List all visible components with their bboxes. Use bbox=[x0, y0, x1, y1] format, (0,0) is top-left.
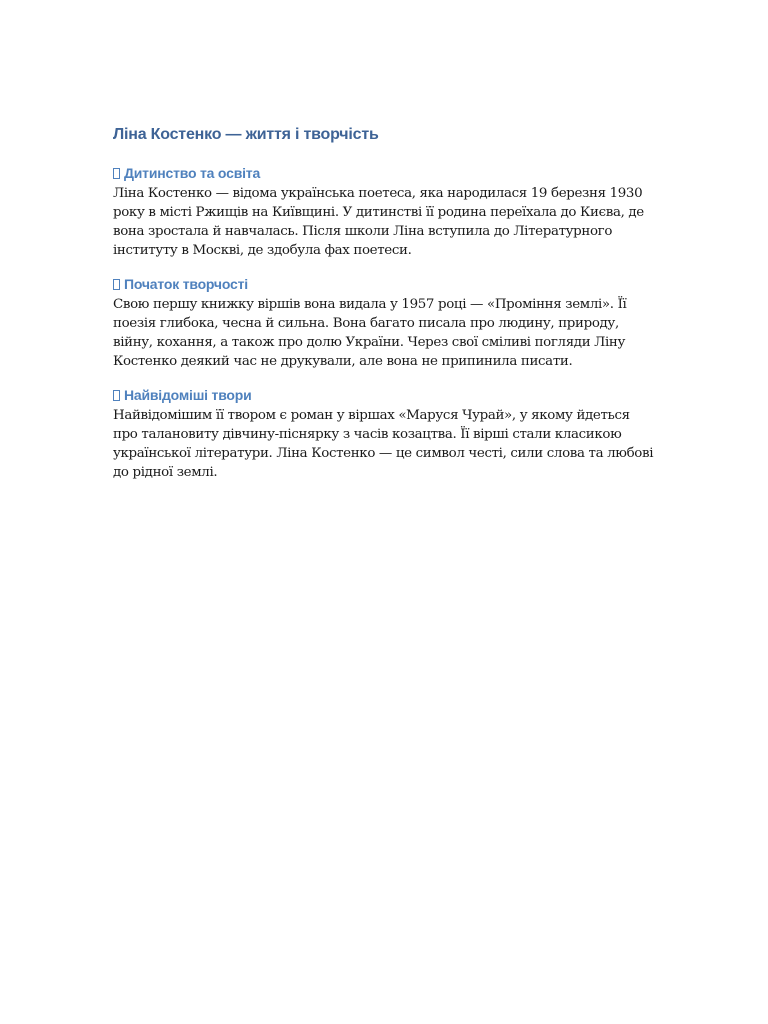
section-heading-text: Початок творчості bbox=[124, 276, 248, 292]
section-body: Ліна Костенко — відома українська поетеса, яка народилася 19 березня 1930 року в місті Ржищів на Київщині. У дитинстві її родина переїхала до Києва, де вона зростала й навчалась. Після школи Ліна вступила до Літературного інституту в Москві, де здобула фах поетеси. bbox=[113, 186, 644, 258]
section-heading bbox=[113, 274, 658, 294]
document-page bbox=[113, 124, 658, 496]
section-body: Свою першу книжку віршів вона видала у 1957 році — «Проміння землі». Її поезія глибока, чесна й сильна. Вона багато писала про людину, природу, війну, кохання, а також про долю України. Через свої сміливі погляди Ліну Костенко деякий час не друкували, але вона не припинила писати. bbox=[113, 297, 627, 369]
missing-glyph-icon bbox=[113, 168, 120, 179]
section-body: Найвідомішим її твором є роман у віршах «Маруся Чурай», у якому йдеться про талановиту дівчину-піснярку з часів козацтва. Її вірші стали класикою української літератури. Ліна Костенко — це символ честі, сили слова та любові до рідної землі. bbox=[113, 408, 654, 480]
missing-glyph-icon bbox=[113, 279, 120, 290]
section-famous-works bbox=[113, 385, 658, 482]
document-title: Ліна Костенко — життя і творчість bbox=[113, 126, 379, 143]
missing-glyph-icon bbox=[113, 390, 120, 401]
section-beginning bbox=[113, 274, 658, 371]
section-childhood bbox=[113, 163, 658, 260]
section-heading bbox=[113, 385, 658, 405]
section-heading-text: Найвідоміші твори bbox=[124, 387, 252, 403]
section-heading bbox=[113, 163, 658, 183]
section-heading-text: Дитинство та освіта bbox=[124, 165, 261, 181]
